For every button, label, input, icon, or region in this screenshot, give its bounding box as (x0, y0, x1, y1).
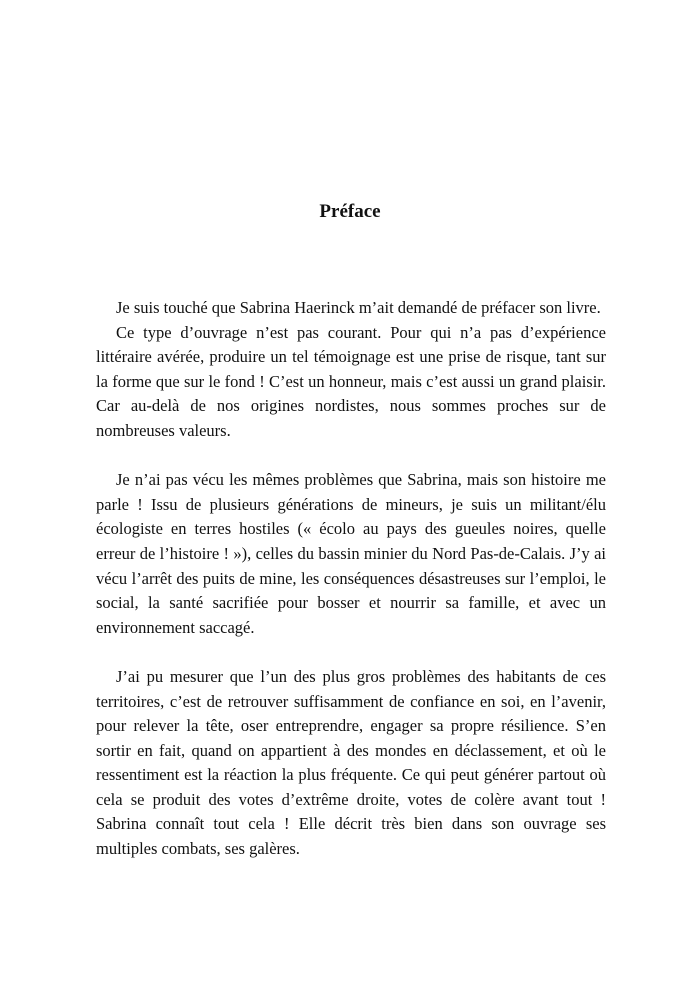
paragraph-3: Je n’ai pas vécu les mêmes problèmes que Sabrina, mais son histoire me parle ! Issu de plusieurs générations de mineurs, je suis un militant/élu écologiste en terres hostiles (« écolo au pays des gueules noires, quelle erreur de l’histoire ! »), celles du bassin minier du Nord Pas-de-Calais. J’y ai vécu l’arrêt des puits de mine, les conséquences désastreuses sur l’emploi, le social, la santé sacrifiée pour bosser et nourrir sa famille, et avec un environnement saccagé. (96, 470, 606, 637)
preface-body (96, 296, 606, 862)
paragraph-2: Ce type d’ouvrage n’est pas courant. Pour qui n’a pas d’expérience littéraire avérée, produire un tel témoignage est une prise de risque, tant sur la forme que sur le fond ! C’est un honneur, mais c’est aussi un grand plaisir. Car au-delà de nos origines nordistes, nous sommes proches sur de nombreuses valeurs. (96, 322, 606, 440)
paragraph-1: Je suis touché que Sabrina Haerinck m’ait demandé de préfacer son livre. (116, 298, 601, 317)
paragraph-4: J’ai pu mesurer que l’un des plus gros problèmes des habitants de ces territoires, c’est de retrouver suffisamment de confiance en soi, en l’avenir, pour relever la tête, oser entreprendre, engager sa propre résilience. S’en sortir en fait, quand on appartient à des mondes en déclassement, et où le ressentiment est la réaction la plus fréquente. Ce qui peut générer partout où cela se produit des votes d’extrême droite, votes de colère avant tout ! Sabrina connaît tout cela ! Elle décrit très bien dans son ouvrage ses multiples combats, ses galères. (96, 666, 606, 859)
page-title: Préface (319, 201, 381, 222)
